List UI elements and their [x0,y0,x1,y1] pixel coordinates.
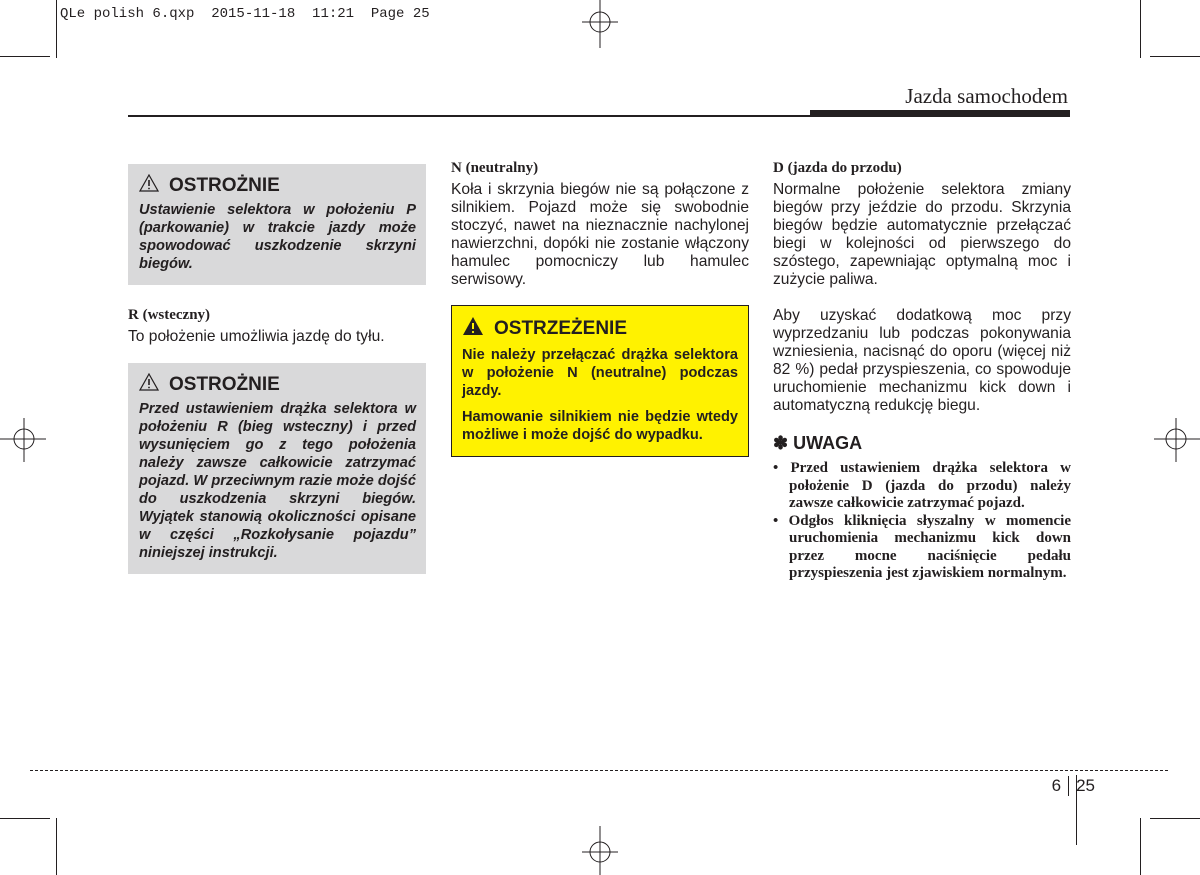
note-title: UWAGA [793,433,863,453]
registration-mark-top [570,0,630,50]
warning-title: OSTRZEŻENIE [494,318,628,339]
caution-box-park [128,164,426,285]
d-text: Normalne położenie selektora zmiany biegów przy jeździe do przodu. Skrzynia biegów będzie automatycznie przełączać biegi w kolejności od pierwszego do szóstego, zapewniając optymalną moc i zużycie paliwa. [773,181,1071,288]
warning-triangle-icon [139,373,159,397]
note-list [773,460,1071,583]
note-block [773,433,1071,583]
caution-box-reverse [128,363,426,574]
caution-text: Ustawienie selektora w położeniu P (parkowanie) w trakcie jazdy może spowodować uszkodzenie skrzyni biegów. [139,202,416,272]
list-item: • Odgłos kliknięcia słyszalny w momencie uruchomienia mechanizmu kick down przez mocne naciśnięcie pedału przyspieszenia jest zjawiskiem normalnym. [773,512,1071,581]
chapter-number: 6 [1051,776,1062,795]
caution-title: OSTROŻNIE [169,374,280,395]
d-text-power: Aby uzyskać dodatkową moc przy wyprzedzaniu lub podczas pokonywania wzniesienia, nacisnąć do oporu (więcej niż 82 %) pedał przyspieszenia, co spowoduje uruchomienie mechanizmu kick down i automatyczną redukcję biegu. [773,307,1071,414]
caution-header [139,174,416,198]
column-2 [451,160,749,457]
page-number [1052,776,1095,796]
warning-body [462,346,738,444]
r-heading: R (wsteczny) [128,307,211,323]
header-rule [128,115,810,117]
d-heading: D (jazda do przodu) [773,160,902,176]
n-heading: N (neutralny) [451,160,539,176]
caution-text: Przed ustawieniem drążka selektora w położeniu R (bieg wsteczny) i przed wysunięciem go z tego położenia należy zawsze całkowicie zatrzymać pojazd. W przeciwnym razie może dojść do uszkodzenia skrzyni biegów. Wyjątek stanowią okoliczności opisane w części „Rozkołysanie pojazdu” niniejszej instrukcji. [139,401,416,561]
footer-rule [30,770,1168,771]
warning-triangle-icon [462,316,484,342]
warning-text: Nie należy przełączać drążka selektora w położenie N (neutralne) podczas jazdy. [462,347,738,399]
registration-mark-left [0,410,50,470]
page-number-value: 25 [1076,776,1095,795]
list-item: • Przed ustawieniem drążka selektora w położenie D (jazda do przodu) należy zawsze całkowicie zatrzymać pojazd. [773,460,1071,511]
asterisk-icon: ✽ [773,433,789,453]
caution-header [139,373,416,397]
header-rule-bar [810,110,1070,117]
print-slug: QLe polish 6.qxp 2015-11-18 11:21 Page 25 [60,6,430,22]
warning-header [462,316,738,342]
note-header [773,433,1071,454]
registration-mark-bottom [570,826,630,875]
column-3 [773,160,1071,583]
warning-text: Hamowanie silnikiem nie będzie wtedy możliwe i może dojść do wypadku. [462,409,738,443]
section-title: Jazda samochodem [905,84,1068,108]
page-number-divider [1068,776,1069,796]
warning-triangle-icon [139,174,159,198]
caution-title: OSTROŻNIE [169,175,280,196]
n-text: Koła i skrzynia biegów nie są połączone z silnikiem. Pojazd może się swobodnie stoczyć, nawet na nieznacznie nachylonej nawierzchni, dopóki nie zostanie włączony hamulec pomocniczy lub hamulec serwisowy. [451,181,749,288]
r-text: To położenie umożliwia jazdę do tyłu. [128,328,385,345]
column-1 [128,160,426,574]
registration-mark-right [1150,410,1200,470]
warning-box-neutral [451,305,749,457]
